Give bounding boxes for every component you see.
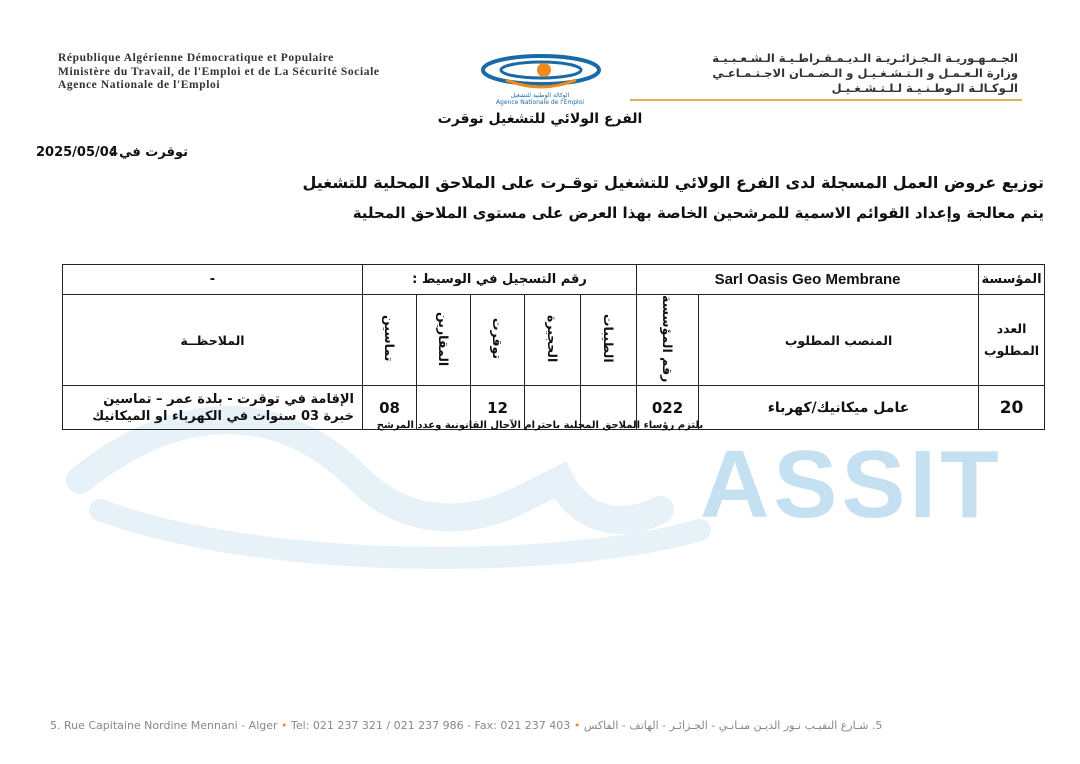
institution-label: المؤسسة — [979, 265, 1045, 295]
header-temacine — [363, 295, 417, 386]
header-row — [63, 295, 1045, 386]
header-taibat — [581, 295, 637, 386]
offer-count: 20 — [979, 386, 1045, 430]
logo-caption — [470, 92, 610, 106]
header-ar-line: وزارة الـعـمـل و الـتـشـغـيـل و الـضـمـان الاجـتـمـاعـي — [712, 66, 1018, 80]
header-position: المنصب المطلوب — [699, 295, 979, 386]
intermediary-value: - — [63, 265, 363, 295]
intro-line-2: يتم معالجة وإعداد القوائم الاسمية للمرشحين الخاصة بهذا العرض على مستوى الملاحق المحلية — [352, 204, 1044, 222]
header-fr-line: Ministère du Travail, de l'Emploi et de La Sécurité Sociale — [58, 65, 380, 78]
header-count: العدد المطلوب — [979, 295, 1045, 386]
footer-arabic: 5. شـارع النقيـب نـور الديـن منـانـي - الجـزائـر - الهاتف - الفاكس — [583, 719, 883, 732]
footer-bullet: • — [573, 719, 581, 732]
header-temacine-label: تماسين — [382, 315, 397, 362]
header-arabic — [598, 51, 1018, 96]
header-notes: الملاحظــة — [63, 295, 363, 386]
institution-row — [63, 265, 1045, 295]
header-ar-line: الـوكـالـة الـوطـنـيـة لـلـتـشـغـيـل — [831, 81, 1018, 95]
offer-touggourt: 12 — [471, 386, 525, 430]
header-megarine-label: المقارين — [436, 311, 451, 366]
date-label: توقرت في : — [109, 145, 188, 160]
footer-tel: Tel: 021 237 321 / 021 237 986 — [291, 719, 464, 732]
footer-bullet: • — [281, 719, 288, 732]
header-offer-no-label: رقم المؤسسة — [660, 295, 676, 383]
header-megarine — [417, 295, 471, 386]
date-value: 2025/05/04 — [36, 145, 118, 160]
header-hajira-label: الحجيرة — [545, 315, 560, 363]
offer-notes-line: خبرة 03 سنوات في الكهرباء او الميكانيك — [92, 408, 354, 424]
intro-line-1: توزيع عروض العمل المسجلة لدى الفرع الولائي للتشغيل توقـرت على الملاحق المحلية للتشغيل — [302, 173, 1044, 192]
footer-address: 5. Rue Capitaine Nordine Mennani - Alger — [50, 719, 278, 732]
header-french — [58, 52, 458, 93]
header-taibat-label: الطيبات — [601, 314, 617, 363]
header-touggourt — [471, 295, 525, 386]
header-fr-line: République Algérienne Démocratique et Populaire — [58, 52, 334, 64]
logo-caption-fr: Agence Nationale de l'Emploi — [495, 99, 585, 106]
footer-fax: Fax: 021 237 403 — [474, 719, 571, 732]
intermediary-label: رقم التسجيل في الوسيط : — [363, 265, 637, 295]
header-divider — [630, 99, 1022, 101]
header-fr-line: Agence Nationale de l'Emploi — [58, 79, 221, 91]
job-offers-table — [62, 264, 1045, 430]
header-ar-line: الجـمـهـوريـة الـجـزائـريـة الـديـمـقـراطـيـة الـشـعـبـيـة — [712, 51, 1018, 65]
footer: 5. Rue Capitaine Nordine Mennani - Alger • Tel: 021 237 321 / 021 237 986 - Fax: 021 237 403 • 5. شـارع النقيـب نـور الديـن منـانـي - الجـزائـر - الهاتف - الفاكس — [50, 719, 883, 732]
offer-number: 022 — [637, 386, 699, 430]
offer-notes-line: الإقامة في توقرت - بلدة عمر – تماسين — [103, 391, 354, 407]
header-hajira — [525, 295, 581, 386]
offer-position: عامل ميكانيك/كهرباء — [699, 386, 979, 430]
header-touggourt-label: توقرت — [490, 318, 505, 360]
branch-title: الفرع الولائي للتشغيل توقرت — [437, 111, 643, 127]
footnote: يلتزم رؤساء الملاحق المحلية باحترام الآجال القانونية وعدد المرشح — [376, 420, 704, 431]
header-offer-no — [637, 295, 699, 386]
institution-name: Sarl Oasis Geo Membrane — [637, 265, 979, 295]
logo-caption-ar: الوكالة الوطنية للتشغيل — [510, 92, 570, 99]
watermark-text: ASSIT — [700, 431, 1003, 538]
offer-temacine: 08 — [363, 386, 417, 430]
